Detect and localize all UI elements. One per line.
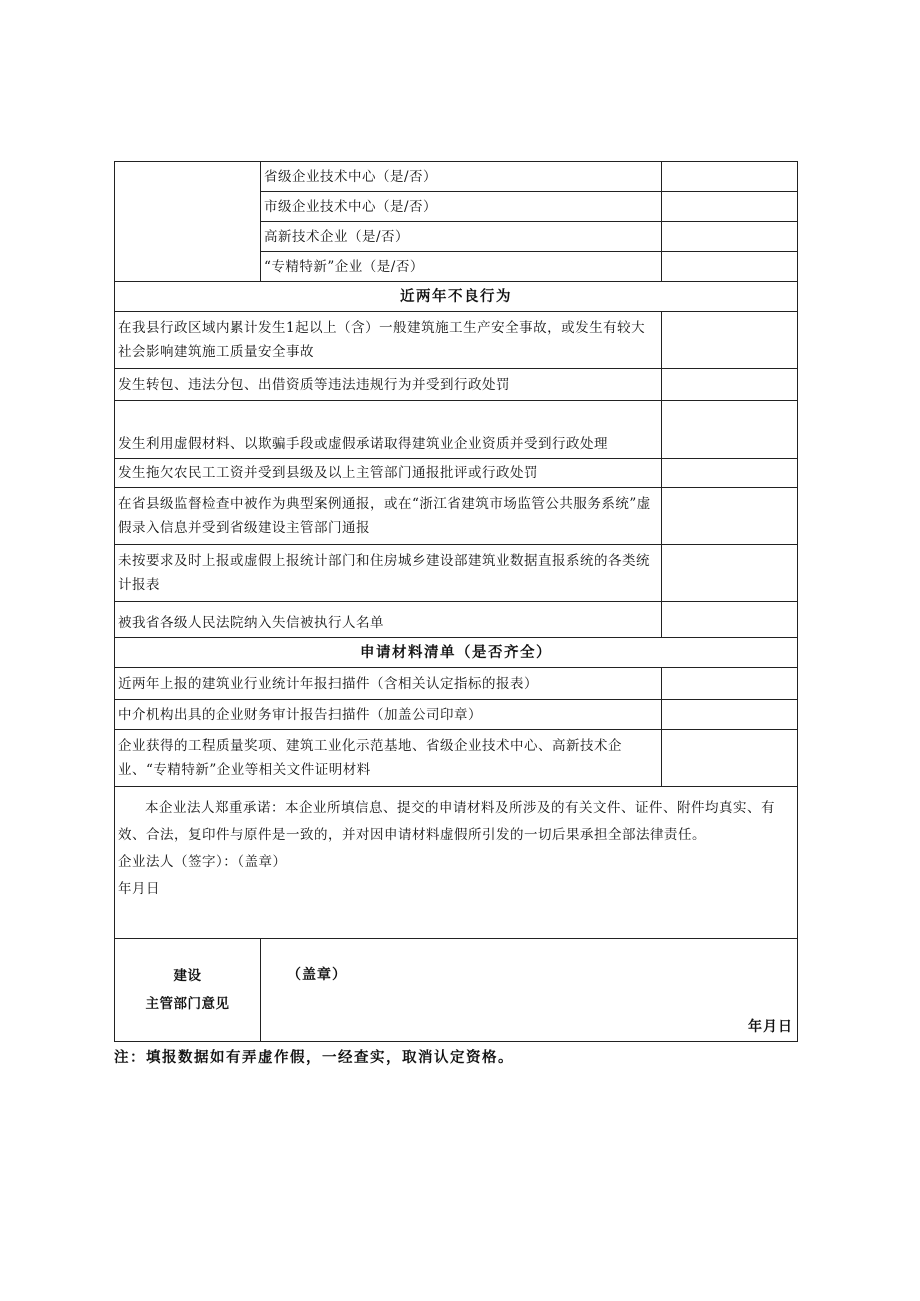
honor-answer-cell[interactable] [662, 222, 798, 252]
honor-answer-cell[interactable] [662, 192, 798, 222]
department-seal-label: （盖章） [287, 967, 347, 983]
honor-answer-cell[interactable] [662, 162, 798, 192]
bad-behavior-text: 未按要求及时上报或虚假上报统计部门和住房城乡建设部建筑业数据直报系统的各类统计报表 [115, 545, 662, 602]
footnote: 注：填报数据如有弄虚作假，一经查实，取消认定资格。 [114, 1049, 514, 1066]
bad-behavior-row [115, 602, 798, 638]
materials-answer-cell[interactable] [662, 668, 798, 700]
bad-behavior-row [115, 488, 798, 545]
legal-commitment-block [115, 787, 798, 939]
honor-row [115, 162, 798, 192]
bad-behavior-answer-cell[interactable] [662, 602, 798, 638]
department-label-line1: 建设 [173, 968, 202, 984]
commitment-statement: 本企业法人郑重承诺：本企业所填信息、提交的申请材料及所涉及的有关文件、证件、附件均真实、有效、合法，复印件与原件是一致的，并对因申请材料虚假所引发的一切后果承担全部法律责任。 [118, 800, 775, 843]
materials-row [115, 730, 798, 787]
department-label-cell [115, 939, 261, 1042]
bad-behavior-row [115, 545, 798, 602]
honor-label: “专精特新”企业（是/否） [261, 252, 662, 282]
bad-behavior-row [115, 401, 798, 459]
department-opinion-field[interactable] [261, 939, 798, 1042]
bad-behavior-answer-cell[interactable] [662, 545, 798, 602]
materials-row [115, 700, 798, 730]
bad-behavior-answer-cell[interactable] [662, 369, 798, 401]
department-date-label: 年月日 [748, 1019, 793, 1035]
signature-label[interactable]: 企业法人（签字）：（盖章） [118, 854, 287, 870]
materials-answer-cell[interactable] [662, 700, 798, 730]
materials-text: 企业获得的工程质量奖项、建筑工业化示范基地、省级企业技术中心、高新技术企业、“专精特新”企业等相关文件证明材料 [115, 730, 662, 787]
honor-category-cell [115, 162, 261, 282]
materials-text: 近两年上报的建筑业行业统计年报扫描件（含相关认定指标的报表） [115, 668, 662, 700]
honor-label: 省级企业技术中心（是/否） [261, 162, 662, 192]
bad-behavior-answer-cell[interactable] [662, 488, 798, 545]
bad-behavior-text: 发生拖欠农民工工资并受到县级及以上主管部门通报批评或行政处罚 [115, 459, 662, 488]
bad-behavior-text: 在我县行政区域内累计发生1起以上（含）一般建筑施工生产安全事故，或发生有较大社会影响建筑施工质量安全事故 [115, 312, 662, 369]
commitment-date-label: 年月日 [118, 881, 160, 897]
bad-behavior-text: 发生转包、违法分包、出借资质等违法违规行为并受到行政处罚 [115, 369, 662, 401]
materials-heading: 申请材料清单（是否齐全） [115, 638, 798, 668]
materials-answer-cell[interactable] [662, 730, 798, 787]
bad-behavior-answer-cell[interactable] [662, 459, 798, 488]
bad-behavior-row [115, 369, 798, 401]
bad-behavior-answer-cell[interactable] [662, 401, 798, 459]
honor-label: 市级企业技术中心（是/否） [261, 192, 662, 222]
materials-row [115, 668, 798, 700]
bad-behavior-text: 被我省各级人民法院纳入失信被执行人名单 [115, 602, 662, 638]
bad-behavior-answer-cell[interactable] [662, 312, 798, 369]
materials-text: 中介机构出具的企业财务审计报告扫描件（加盖公司印章） [115, 700, 662, 730]
bad-behavior-row [115, 312, 798, 369]
application-form-table [114, 161, 798, 1042]
department-label-line2: 主管部门意见 [145, 996, 230, 1012]
bad-behavior-heading: 近两年不良行为 [115, 282, 798, 312]
bad-behavior-row [115, 459, 798, 488]
honor-answer-cell[interactable] [662, 252, 798, 282]
bad-behavior-text: 发生利用虚假材料、以欺骗手段或虚假承诺取得建筑业企业资质并受到行政处理 [115, 401, 662, 459]
honor-label: 高新技术企业（是/否） [261, 222, 662, 252]
bad-behavior-text: 在省县级监督检查中被作为典型案例通报，或在“浙江省建筑市场监管公共服务系统”虚假录入信息并受到省级建设主管部门通报 [115, 488, 662, 545]
